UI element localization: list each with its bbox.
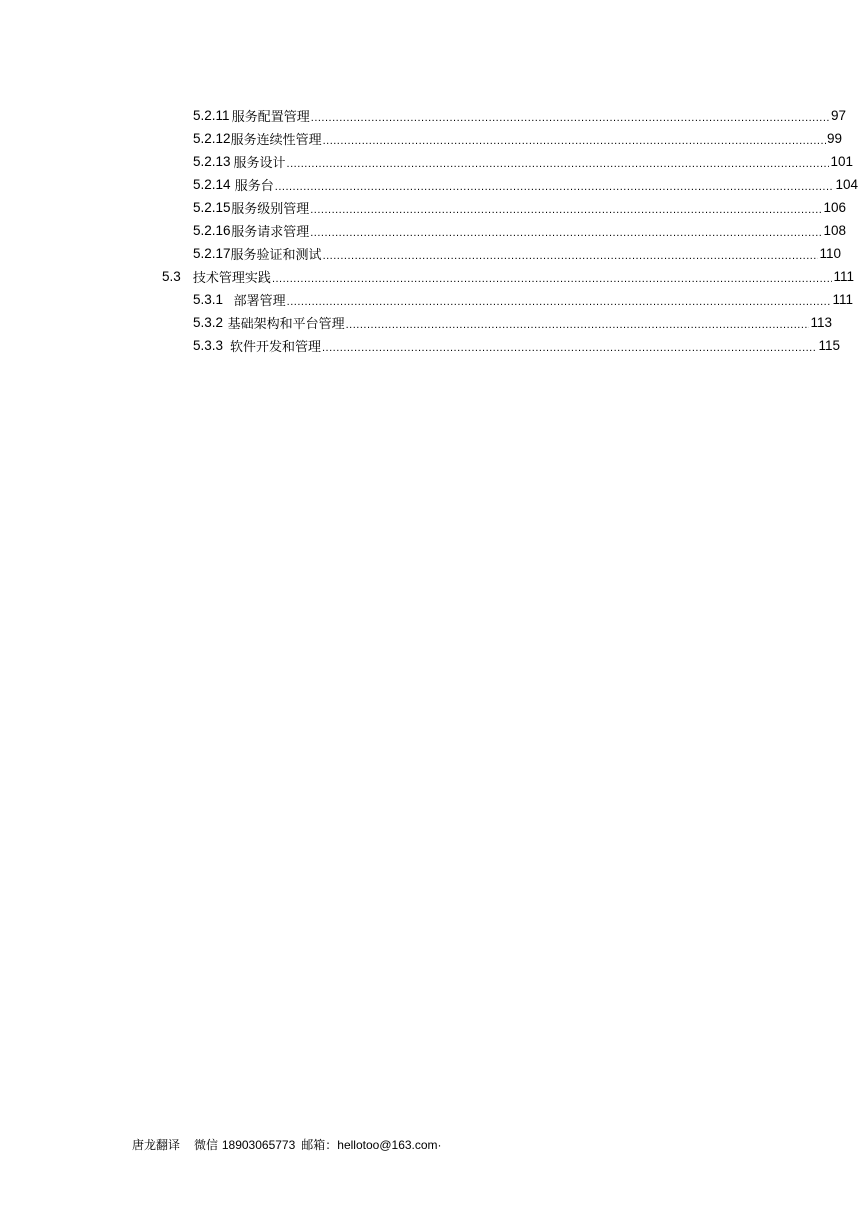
toc-entry[interactable]	[0, 334, 840, 357]
toc-dot-leader	[272, 273, 833, 285]
toc-entry-page: 101	[830, 154, 853, 169]
toc-dot-leader	[323, 135, 826, 147]
toc-entry-title: 服务请求管理	[231, 225, 310, 240]
toc-entry-title: 基础架构和平台管理	[227, 317, 345, 332]
toc-entry-title: 服务验证和测试	[230, 248, 322, 263]
toc-entry-page: 115	[818, 338, 840, 353]
toc-entry-number: 5.3.1	[193, 292, 224, 307]
email-address[interactable]: hellotoo@163.com·	[337, 1138, 442, 1152]
page-footer	[132, 1136, 442, 1153]
toc-entry[interactable]	[0, 219, 846, 242]
toc-entry-number: 5.2.16	[193, 223, 231, 238]
toc-dot-leader	[287, 158, 830, 170]
toc-entry-number: 5.2.13	[193, 154, 231, 169]
toc-entry[interactable]	[0, 104, 846, 127]
toc-entry[interactable]	[0, 311, 832, 334]
toc-entry-title: 部署管理	[233, 294, 286, 309]
toc-entry-page: 106	[823, 200, 846, 215]
translator-name: 唐龙翻译	[132, 1138, 181, 1152]
toc-entry-page: 110	[819, 246, 841, 261]
toc-dot-leader	[311, 112, 830, 124]
toc-entry[interactable]	[0, 127, 842, 150]
toc-entry-title: 服务连续性管理	[230, 133, 322, 148]
toc-dot-leader	[346, 319, 810, 331]
toc-entry-number: 5.2.12	[193, 131, 231, 146]
toc-entry-page: 108	[823, 223, 846, 238]
toc-entry-number: 5.2.11	[193, 108, 230, 123]
toc-entry-page: 104	[835, 177, 858, 192]
toc-entry[interactable]	[0, 288, 853, 311]
wechat-number: 18903065773	[221, 1138, 296, 1152]
toc-dot-leader	[275, 181, 835, 193]
toc-entry[interactable]	[0, 173, 858, 196]
wechat-label: 微信	[194, 1138, 219, 1152]
toc-entry-page: 97	[830, 108, 846, 123]
toc-dot-leader	[310, 227, 822, 239]
toc-dot-leader	[310, 204, 822, 216]
email-label: 邮箱：	[301, 1138, 338, 1152]
toc-section-entry[interactable]	[0, 265, 854, 288]
toc-entry-page: 99	[826, 131, 842, 146]
toc-entry-number: 5.2.15	[193, 200, 231, 215]
toc-entry-number: 5.3	[162, 269, 181, 284]
toc-dot-leader	[322, 342, 817, 354]
toc-entry-page: 111	[833, 269, 854, 284]
toc-entry[interactable]	[0, 242, 841, 265]
toc-entry[interactable]	[0, 196, 846, 219]
toc-entry-title: 技术管理实践	[192, 271, 271, 286]
toc-entry-title: 服务设计	[233, 156, 286, 171]
toc-entry-page: 113	[810, 315, 832, 330]
toc-entry-title: 服务台	[234, 179, 274, 194]
toc-dot-leader	[287, 296, 832, 308]
toc-entry-title: 软件开发和管理	[229, 340, 321, 355]
toc-entry-number: 5.2.17	[193, 246, 231, 261]
toc-entry-number: 5.3.3	[193, 338, 224, 353]
toc-entry-page: 111	[832, 292, 853, 307]
toc-entry-title: 服务配置管理	[231, 110, 310, 125]
toc-entry[interactable]	[0, 150, 853, 173]
toc-entry-title: 服务级别管理	[231, 202, 310, 217]
toc-entry-number: 5.3.2	[193, 315, 224, 330]
toc-dot-leader	[323, 250, 819, 262]
table-of-contents	[0, 104, 868, 357]
toc-entry-number: 5.2.14	[193, 177, 231, 192]
